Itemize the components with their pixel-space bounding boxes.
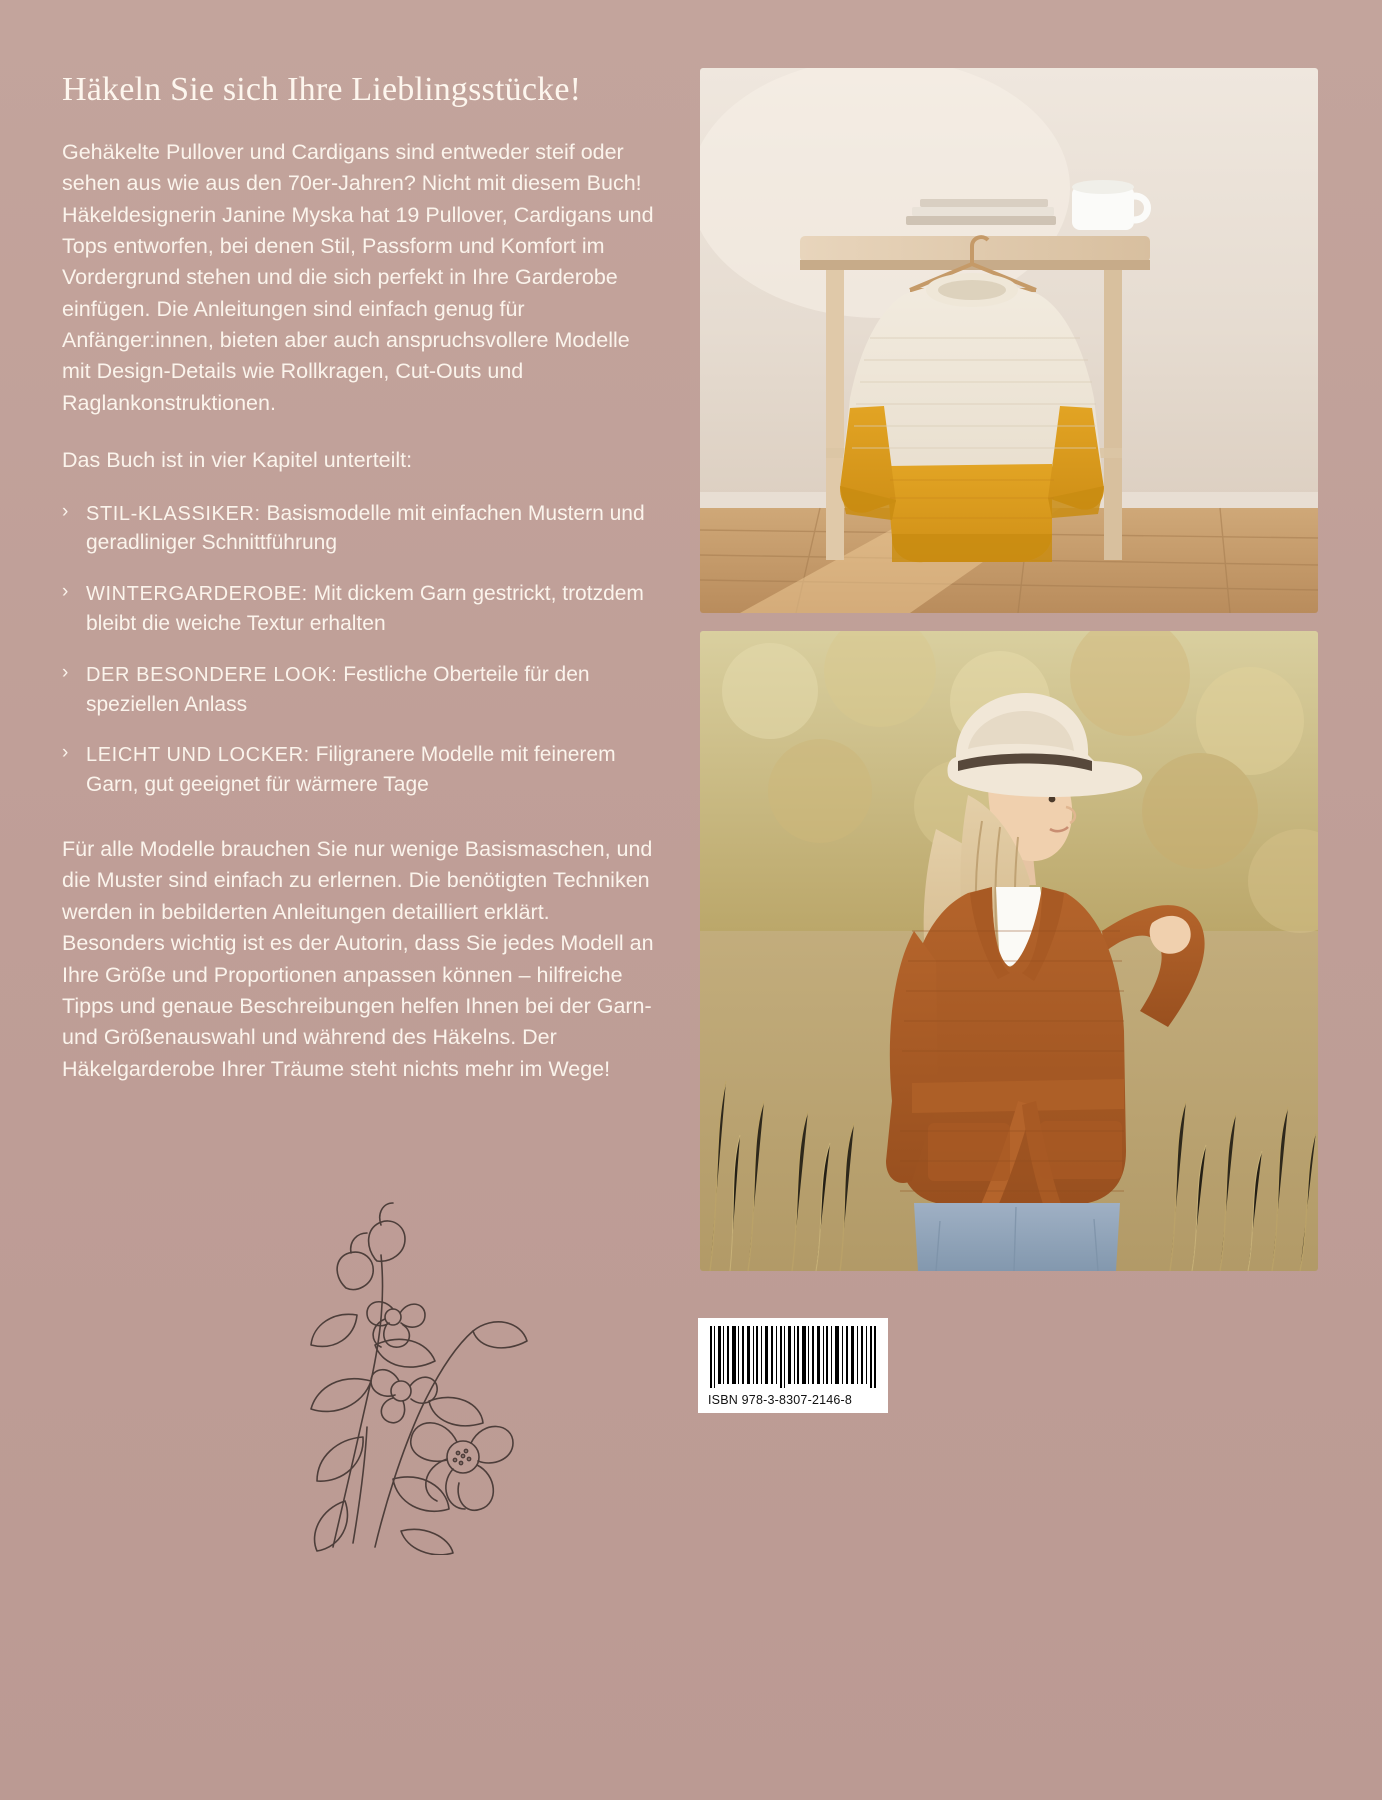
chapter-description: Filigranere Modelle mit feinerem Garn, gut geeignet für wärmere Tage	[86, 743, 616, 797]
closing-paragraph: Für alle Modelle brauchen Sie nur wenige Basismaschen, und die Muster sind einfach zu erlernen. Die benötigten Techniken werden in bebilderten Anleitungen detailliert erklärt. Besonders wichtig ist es der Autorin, dass Sie jedes Modell an Ihre Größe und Proportionen anpassen können – hilfreiche Tipps und genaue Beschreibungen helfen Ihnen bei der Garn- und Größenauswahl und während des Häkelns. Der Häkelgarderobe Ihrer Träume steht nichts mehr im Wege!	[62, 837, 654, 1081]
chevron-right-icon: ›	[62, 661, 69, 683]
chevron-right-icon: ›	[62, 581, 69, 603]
intro-paragraph: Gehäkelte Pullover und Cardigans sind entweder steif oder sehen aus wie aus den 70er-Jahren? Nicht mit diesem Buch! Häkeldesignerin Janine Myska hat 19 Pullover, Cardigans und Tops entworfen, bei denen Stil, Passform und Komfort im Vordergrund stehen und die sich perfekt in Ihre Garderobe einfügen. Die Anleitungen sind einfach genug für Anfänger:innen, bieten aber auch anspruchsvollere Modelle mit Design-Details wie Rollkragen, Cut-Outs und Raglankonstruktionen.	[62, 139, 654, 415]
page-headline: Häkeln Sie sich Ihre Lieblingsstücke!	[62, 71, 582, 108]
list-item	[62, 499, 656, 559]
chapter-description: Festliche Oberteile für den speziellen Anlass	[86, 662, 590, 716]
chapter-description: Basismodelle mit einfachen Mustern und geradliniger Schnittführung	[86, 501, 645, 555]
text-column	[62, 70, 662, 1111]
chapters-lead: Das Buch ist in vier Kapitel unterteilt:	[62, 448, 413, 473]
barcode-block	[698, 1318, 888, 1413]
chapter-list	[62, 499, 662, 801]
lifestyle-photo-cardigan	[700, 631, 1318, 1271]
floral-line-drawing-icon	[225, 1195, 545, 1555]
chapter-label: WINTERGARDEROBE:	[86, 583, 308, 606]
chapter-description: Mit dickem Garn gestrickt, trotzdem bleibt die weiche Textur erhalten	[86, 582, 644, 635]
chevron-right-icon: ›	[62, 742, 69, 764]
isbn-text: ISBN 978-3-8307-2146-8	[708, 1393, 853, 1407]
product-photo-sweater	[700, 68, 1318, 613]
chapter-label: LEICHT UND LOCKER:	[86, 744, 310, 767]
chapter-label: DER BESONDERE LOOK:	[86, 663, 338, 686]
list-item	[62, 579, 656, 639]
chapter-label: STIL-KLASSIKER:	[86, 502, 261, 525]
chevron-right-icon: ›	[62, 500, 69, 522]
list-item	[62, 660, 656, 720]
list-item	[62, 740, 656, 800]
barcode-icon	[708, 1326, 878, 1388]
